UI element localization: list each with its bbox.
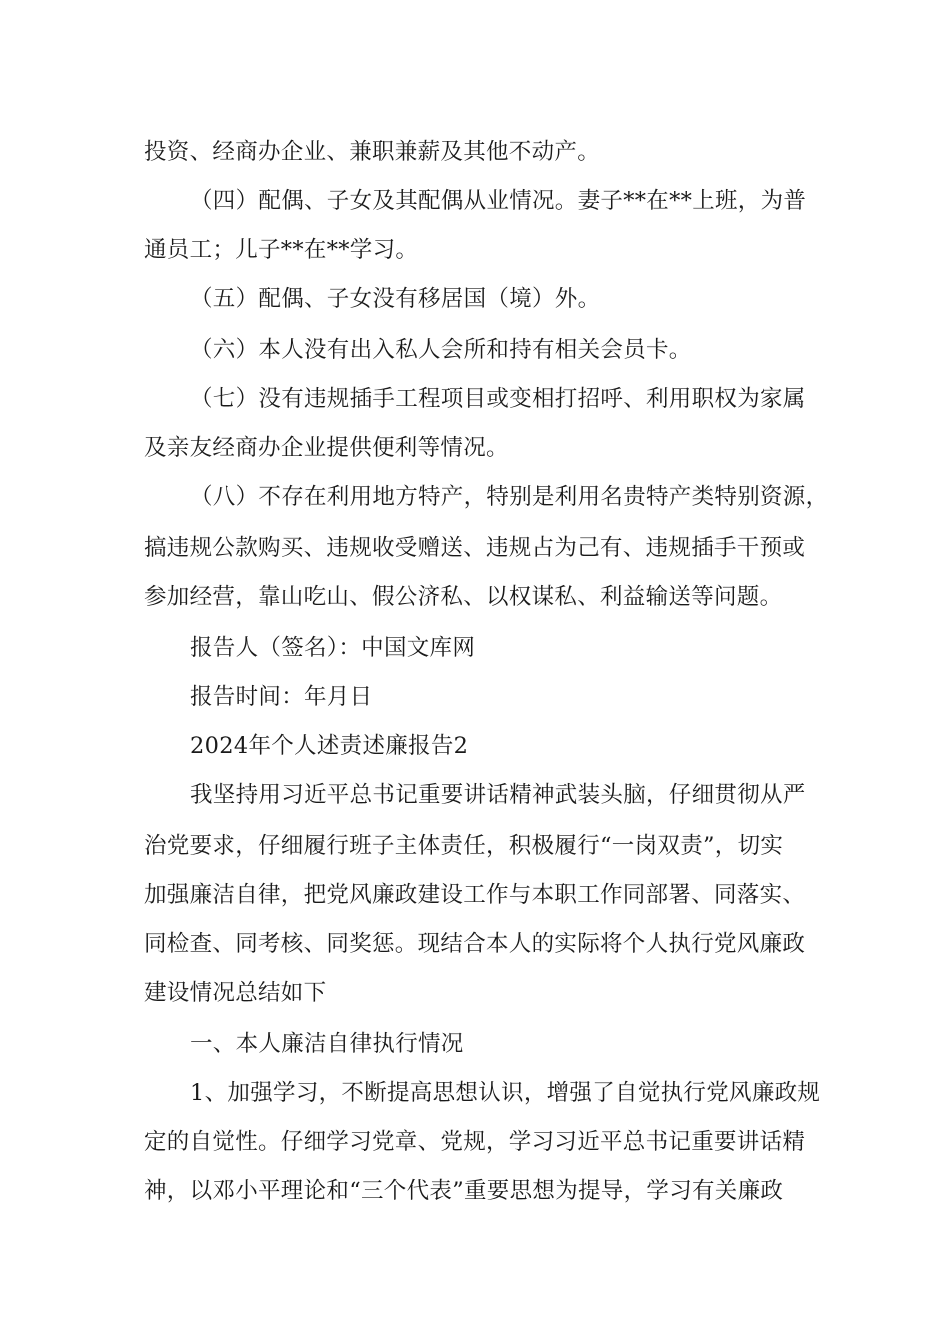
text-line: （七）没有违规插手工程项目或变相打招呼、利用职权为家属	[190, 386, 806, 412]
text-line: 投资、经商办企业、兼职兼薪及其他不动产。	[144, 139, 601, 165]
text-line: 1、加强学习，不断提高思想认识，增强了自觉执行党风廉政规	[190, 1080, 821, 1106]
text-line: 加强廉洁自律，把党风廉政建设工作与本职工作同部署、同落实、	[144, 882, 806, 908]
text-line: 报告人（签名）：中国文库网	[190, 635, 476, 661]
text-line: 治党要求，仔细履行班子主体责任，积极履行“一岗双责”，切实	[144, 833, 784, 859]
text-line: 报告时间：年月日	[190, 684, 373, 710]
text-line: 参加经营，靠山吃山、假公济私、以权谋私、利益输送等问题。	[144, 584, 783, 610]
text-line: 神，以邓小平理论和“三个代表”重要思想为提导，学习有关廉政	[144, 1178, 784, 1204]
text-line: 2024年个人述责述廉报告2	[190, 733, 469, 759]
text-line: （八）不存在利用地方特产，特别是利用名贵特产类特别资源，	[190, 484, 829, 510]
text-line: 建设情况总结如下	[144, 980, 327, 1006]
text-line: 及亲友经商办企业提供便利等情况。	[144, 435, 509, 461]
text-line: 我坚持用习近平总书记重要讲话精神武装头脑，仔细贯彻从严	[190, 782, 806, 808]
text-line: 同检查、同考核、同奖惩。现结合本人的实际将个人执行党风廉政	[144, 931, 806, 957]
text-line: （四）配偶、子女及其配偶从业情况。妻子**在**上班，为普	[190, 188, 807, 214]
text-line: 搞违规公款购买、违规收受赠送、违规占为己有、违规插手干预或	[144, 535, 806, 561]
text-line: 通员工；儿子**在**学习。	[144, 237, 419, 263]
text-line: 一、本人廉洁自律执行情况	[190, 1031, 464, 1057]
text-line: （六）本人没有出入私人会所和持有相关会员卡。	[190, 337, 692, 363]
text-line: （五）配偶、子女没有移居国（境）外。	[190, 286, 601, 312]
text-line: 定的自觉性。仔细学习党章、党规，学习习近平总书记重要讲话精	[144, 1129, 806, 1155]
